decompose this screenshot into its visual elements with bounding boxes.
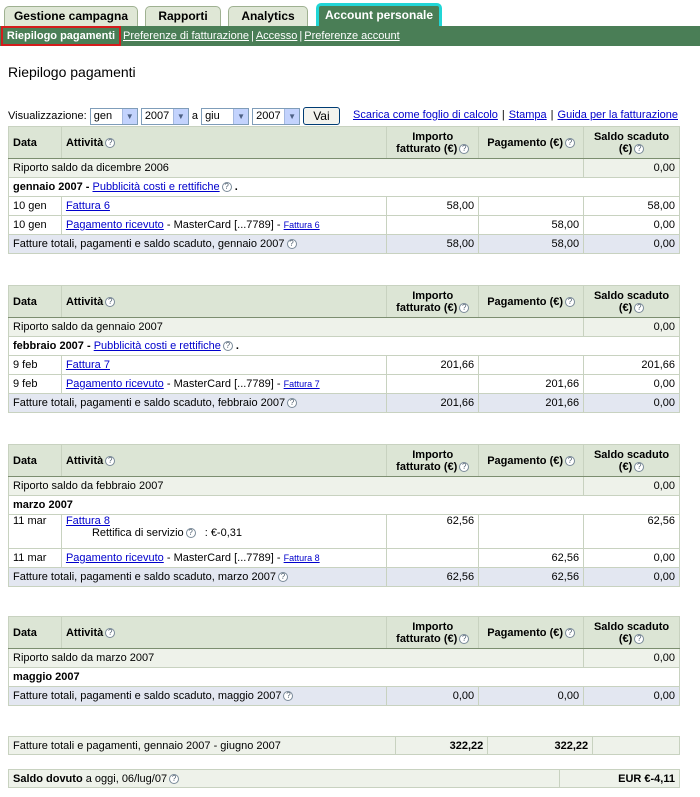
total-label: Fatture totali, pagamenti e saldo scaduto, gennaio 2007 ? [9,235,387,254]
tab-gestione-campagna[interactable]: Gestione campagna [4,6,138,26]
col-header-importo: Importo fatturato (€) ? [387,445,479,477]
col-header-pagamento: Pagamento (€) ? [479,127,584,159]
invoice-link[interactable]: Fattura 7 [65,359,110,371]
carry-over-row [9,159,680,178]
row-activity [61,197,386,216]
row-importo: 58,00 [387,197,479,216]
total-importo: 0,00 [387,687,479,706]
total-pagamento: 0,00 [479,687,584,706]
total-row [9,568,680,587]
subnav-riepilogo-pagamenti[interactable]: Riepilogo pagamenti [1,26,121,46]
filter-links [353,109,678,121]
total-saldo: 0,00 [584,568,680,587]
carry-over-label: Riporto saldo da marzo 2007 [9,649,584,668]
separator: | [550,109,554,121]
row-importo: 62,56 [387,515,479,549]
total-saldo: 0,00 [584,687,680,706]
total-pagamento: 201,66 [479,394,584,413]
col-header-data: Data [9,286,62,318]
row-activity [61,356,386,375]
payment-received-link[interactable]: Pagamento ricevuto [65,378,164,390]
col-header-saldo: Saldo scaduto (€) ? [584,617,680,649]
billing-guide-link[interactable]: Guida per la fatturazione [557,109,678,121]
table-row [9,375,680,394]
col-header-pagamento: Pagamento (€) ? [479,445,584,477]
month-cell: maggio 2007 [9,668,680,687]
from-year-value: 2007 [144,109,170,122]
statement-table [8,285,680,413]
row-date: 11 mar [9,549,62,568]
separator: | [299,30,303,42]
total-label: Fatture totali, pagamenti e saldo scaduto, maggio 2007 ? [9,687,387,706]
row-importo [387,375,479,394]
statement-table [8,616,680,706]
grand-total-empty [593,737,680,755]
table-header-row [9,617,680,649]
month-row [9,337,680,356]
grand-total-label: Fatture totali e pagamenti, gennaio 2007 - giugno 2007 [9,737,396,755]
question-mark-icon[interactable]: ? [223,341,233,351]
row-pagamento [479,356,584,375]
question-mark-icon[interactable]: ? [278,572,288,582]
question-mark-icon[interactable]: ? [105,138,115,148]
col-header-data: Data [9,445,62,477]
from-year-select[interactable] [141,108,189,125]
balance-due-value: EUR €-4,11 [560,770,680,788]
chevron-down-icon: ▼ [173,109,188,124]
row-activity [61,549,386,568]
table-row [9,549,680,568]
total-importo: 62,56 [387,568,479,587]
table-row [9,515,680,549]
row-pagamento: 201,66 [479,375,584,394]
to-year-value: 2007 [256,109,281,122]
payment-method: - MasterCard [...7789] - [166,552,281,564]
col-header-importo: Importo fatturato (€) ? [387,617,479,649]
col-header-saldo: Saldo scaduto (€) ? [584,286,680,318]
row-activity [61,216,386,235]
subnav-preferenze-account[interactable]: Preferenze account [304,30,400,42]
grand-total-importo: 322,22 [396,737,488,755]
question-mark-icon[interactable]: ? [459,462,469,472]
col-header-saldo: Saldo scaduto (€) ? [584,445,680,477]
total-label: Fatture totali, pagamenti e saldo scaduto, febbraio 2007 ? [9,394,387,413]
question-mark-icon[interactable]: ? [169,774,179,784]
month-cell: gennaio 2007 - Pubblicità costi e rettifiche ? . [9,178,680,197]
row-importo [387,216,479,235]
carry-over-value: 0,00 [584,318,680,337]
question-mark-icon[interactable]: ? [186,528,196,538]
invoice-link[interactable]: Fattura 6 [65,200,110,212]
to-month-select[interactable] [201,108,249,125]
carry-over-label: Riporto saldo da dicembre 2006 [9,159,584,178]
invoice-ref-link[interactable]: Fattura 8 [283,553,320,563]
carry-over-row [9,649,680,668]
question-mark-icon[interactable]: ? [565,628,575,638]
total-row [9,394,680,413]
row-pagamento: 58,00 [479,216,584,235]
col-header-importo: Importo fatturato (€) ? [387,127,479,159]
month-row [9,178,680,197]
table-row [9,216,680,235]
row-date: 10 gen [9,197,62,216]
invoice-link[interactable]: Fattura 8 [65,515,110,527]
separator: | [501,109,505,121]
tab-bar [0,0,700,26]
month-cell: marzo 2007 [9,496,680,515]
col-header-pagamento: Pagamento (€) ? [479,617,584,649]
to-month-value: giu [205,109,220,122]
col-header-data: Data [9,617,62,649]
tab-analytics[interactable]: Analytics [228,6,308,26]
row-pagamento: 62,56 [479,549,584,568]
col-header-importo: Importo fatturato (€) ? [387,286,479,318]
total-importo: 58,00 [387,235,479,254]
col-header-pagamento: Pagamento (€) ? [479,286,584,318]
row-saldo: 0,00 [584,549,680,568]
tab-account-personale[interactable]: Account personale [316,3,442,26]
chevron-down-icon: ▼ [284,109,299,124]
carry-over-value: 0,00 [584,159,680,178]
total-pagamento: 58,00 [479,235,584,254]
col-header-attivita: Attività ? [61,617,386,649]
chevron-down-icon: ▼ [122,109,137,124]
service-adjustment-label: Rettifica di servizio [91,527,184,539]
question-mark-icon[interactable]: ? [459,303,469,313]
row-date: 10 gen [9,216,62,235]
col-header-saldo: Saldo scaduto (€) ? [584,127,680,159]
subnav-accesso[interactable]: Accesso [255,30,298,42]
range-to-label: a [191,110,198,122]
table-header-row [9,127,680,159]
row-saldo: 58,00 [584,197,680,216]
question-mark-icon[interactable]: ? [105,297,115,307]
col-header-attivita: Attività ? [61,127,386,159]
row-saldo: 0,00 [584,216,680,235]
row-date: 11 mar [9,515,62,549]
grand-total-pagamento: 322,22 [488,737,593,755]
question-mark-icon[interactable]: ? [105,628,115,638]
sub-navigation [0,26,700,46]
statement-table [8,126,680,254]
total-pagamento: 62,56 [479,568,584,587]
costs-adjustments-link[interactable]: Pubblicità costi e rettifiche [92,181,220,193]
separator: | [250,30,254,42]
total-row [9,687,680,706]
to-year-select[interactable] [252,108,300,125]
carry-over-row [9,477,680,496]
total-saldo: 0,00 [584,235,680,254]
carry-over-value: 0,00 [584,477,680,496]
row-date: 9 feb [9,356,62,375]
carry-over-label: Riporto saldo da febbraio 2007 [9,477,584,496]
total-importo: 201,66 [387,394,479,413]
go-button[interactable]: Vai [303,107,339,125]
row-activity [61,375,386,394]
from-month-value: gen [93,109,113,122]
month-row [9,668,680,687]
col-header-data: Data [9,127,62,159]
payment-method: - MasterCard [...7789] - [166,219,281,231]
row-activity [61,515,386,549]
question-mark-icon[interactable]: ? [283,691,293,701]
filter-label: Visualizzazione: [8,110,87,122]
balance-due-table [8,769,680,788]
row-saldo: 201,66 [584,356,680,375]
row-pagamento [479,515,584,549]
question-mark-icon[interactable]: ? [287,398,297,408]
balance-due-date: a oggi, 06/lug/07 [85,772,168,785]
carry-over-label: Riporto saldo da gennaio 2007 [9,318,584,337]
payment-received-link[interactable]: Pagamento ricevuto [65,552,164,564]
table-row [9,197,680,216]
statement-table [8,444,680,587]
col-header-attivita: Attività ? [61,445,386,477]
payment-method: - MasterCard [...7789] - [166,378,281,390]
row-importo [387,549,479,568]
carry-over-value: 0,00 [584,649,680,668]
tab-rapporti[interactable]: Rapporti [145,6,221,26]
total-row [9,235,680,254]
row-saldo: 62,56 [584,515,680,549]
question-mark-icon[interactable]: ? [459,144,469,154]
month-cell: febbraio 2007 - Pubblicità costi e rettifiche ? . [9,337,680,356]
total-saldo: 0,00 [584,394,680,413]
download-spreadsheet-link[interactable]: Scarica come foglio di calcolo [352,109,498,121]
question-mark-icon[interactable]: ? [634,634,644,644]
question-mark-icon[interactable]: ? [634,462,644,472]
balance-due-label [9,770,560,788]
question-mark-icon[interactable]: ? [565,297,575,307]
total-label: Fatture totali, pagamenti e saldo scaduto, marzo 2007 ? [9,568,387,587]
grand-total-table [8,736,680,755]
row-pagamento [479,197,584,216]
page-title: Riepilogo pagamenti [8,64,136,80]
grand-total-row [9,737,680,755]
question-mark-icon[interactable]: ? [634,144,644,154]
table-row [9,356,680,375]
costs-adjustments-link[interactable]: Pubblicità costi e rettifiche [93,340,221,352]
invoice-ref-link[interactable]: Fattura 6 [283,220,320,230]
month-row [9,496,680,515]
carry-over-row [9,318,680,337]
invoice-ref-link[interactable]: Fattura 7 [283,379,320,389]
question-mark-icon[interactable]: ? [634,303,644,313]
question-mark-icon[interactable]: ? [565,456,575,466]
subnav-preferenze-fatturazione[interactable]: Preferenze di fatturazione [123,30,249,42]
question-mark-icon[interactable]: ? [222,182,232,192]
balance-due-title: Saldo dovuto [13,772,83,785]
row-date: 9 feb [9,375,62,394]
from-month-select[interactable] [90,108,138,125]
question-mark-icon[interactable]: ? [565,138,575,148]
payment-received-link[interactable]: Pagamento ricevuto [65,219,164,231]
question-mark-icon[interactable]: ? [459,634,469,644]
table-header-row [9,445,680,477]
question-mark-icon[interactable]: ? [287,239,297,249]
table-header-row [9,286,680,318]
question-mark-icon[interactable]: ? [105,456,115,466]
chevron-down-icon: ▼ [233,109,248,124]
print-link[interactable]: Stampa [508,109,547,121]
date-filter [8,107,692,125]
row-saldo: 0,00 [584,375,680,394]
col-header-attivita: Attività ? [61,286,386,318]
service-adjustment-value: : €-0,31 [204,527,243,539]
balance-due-row [9,770,680,788]
row-importo: 201,66 [387,356,479,375]
